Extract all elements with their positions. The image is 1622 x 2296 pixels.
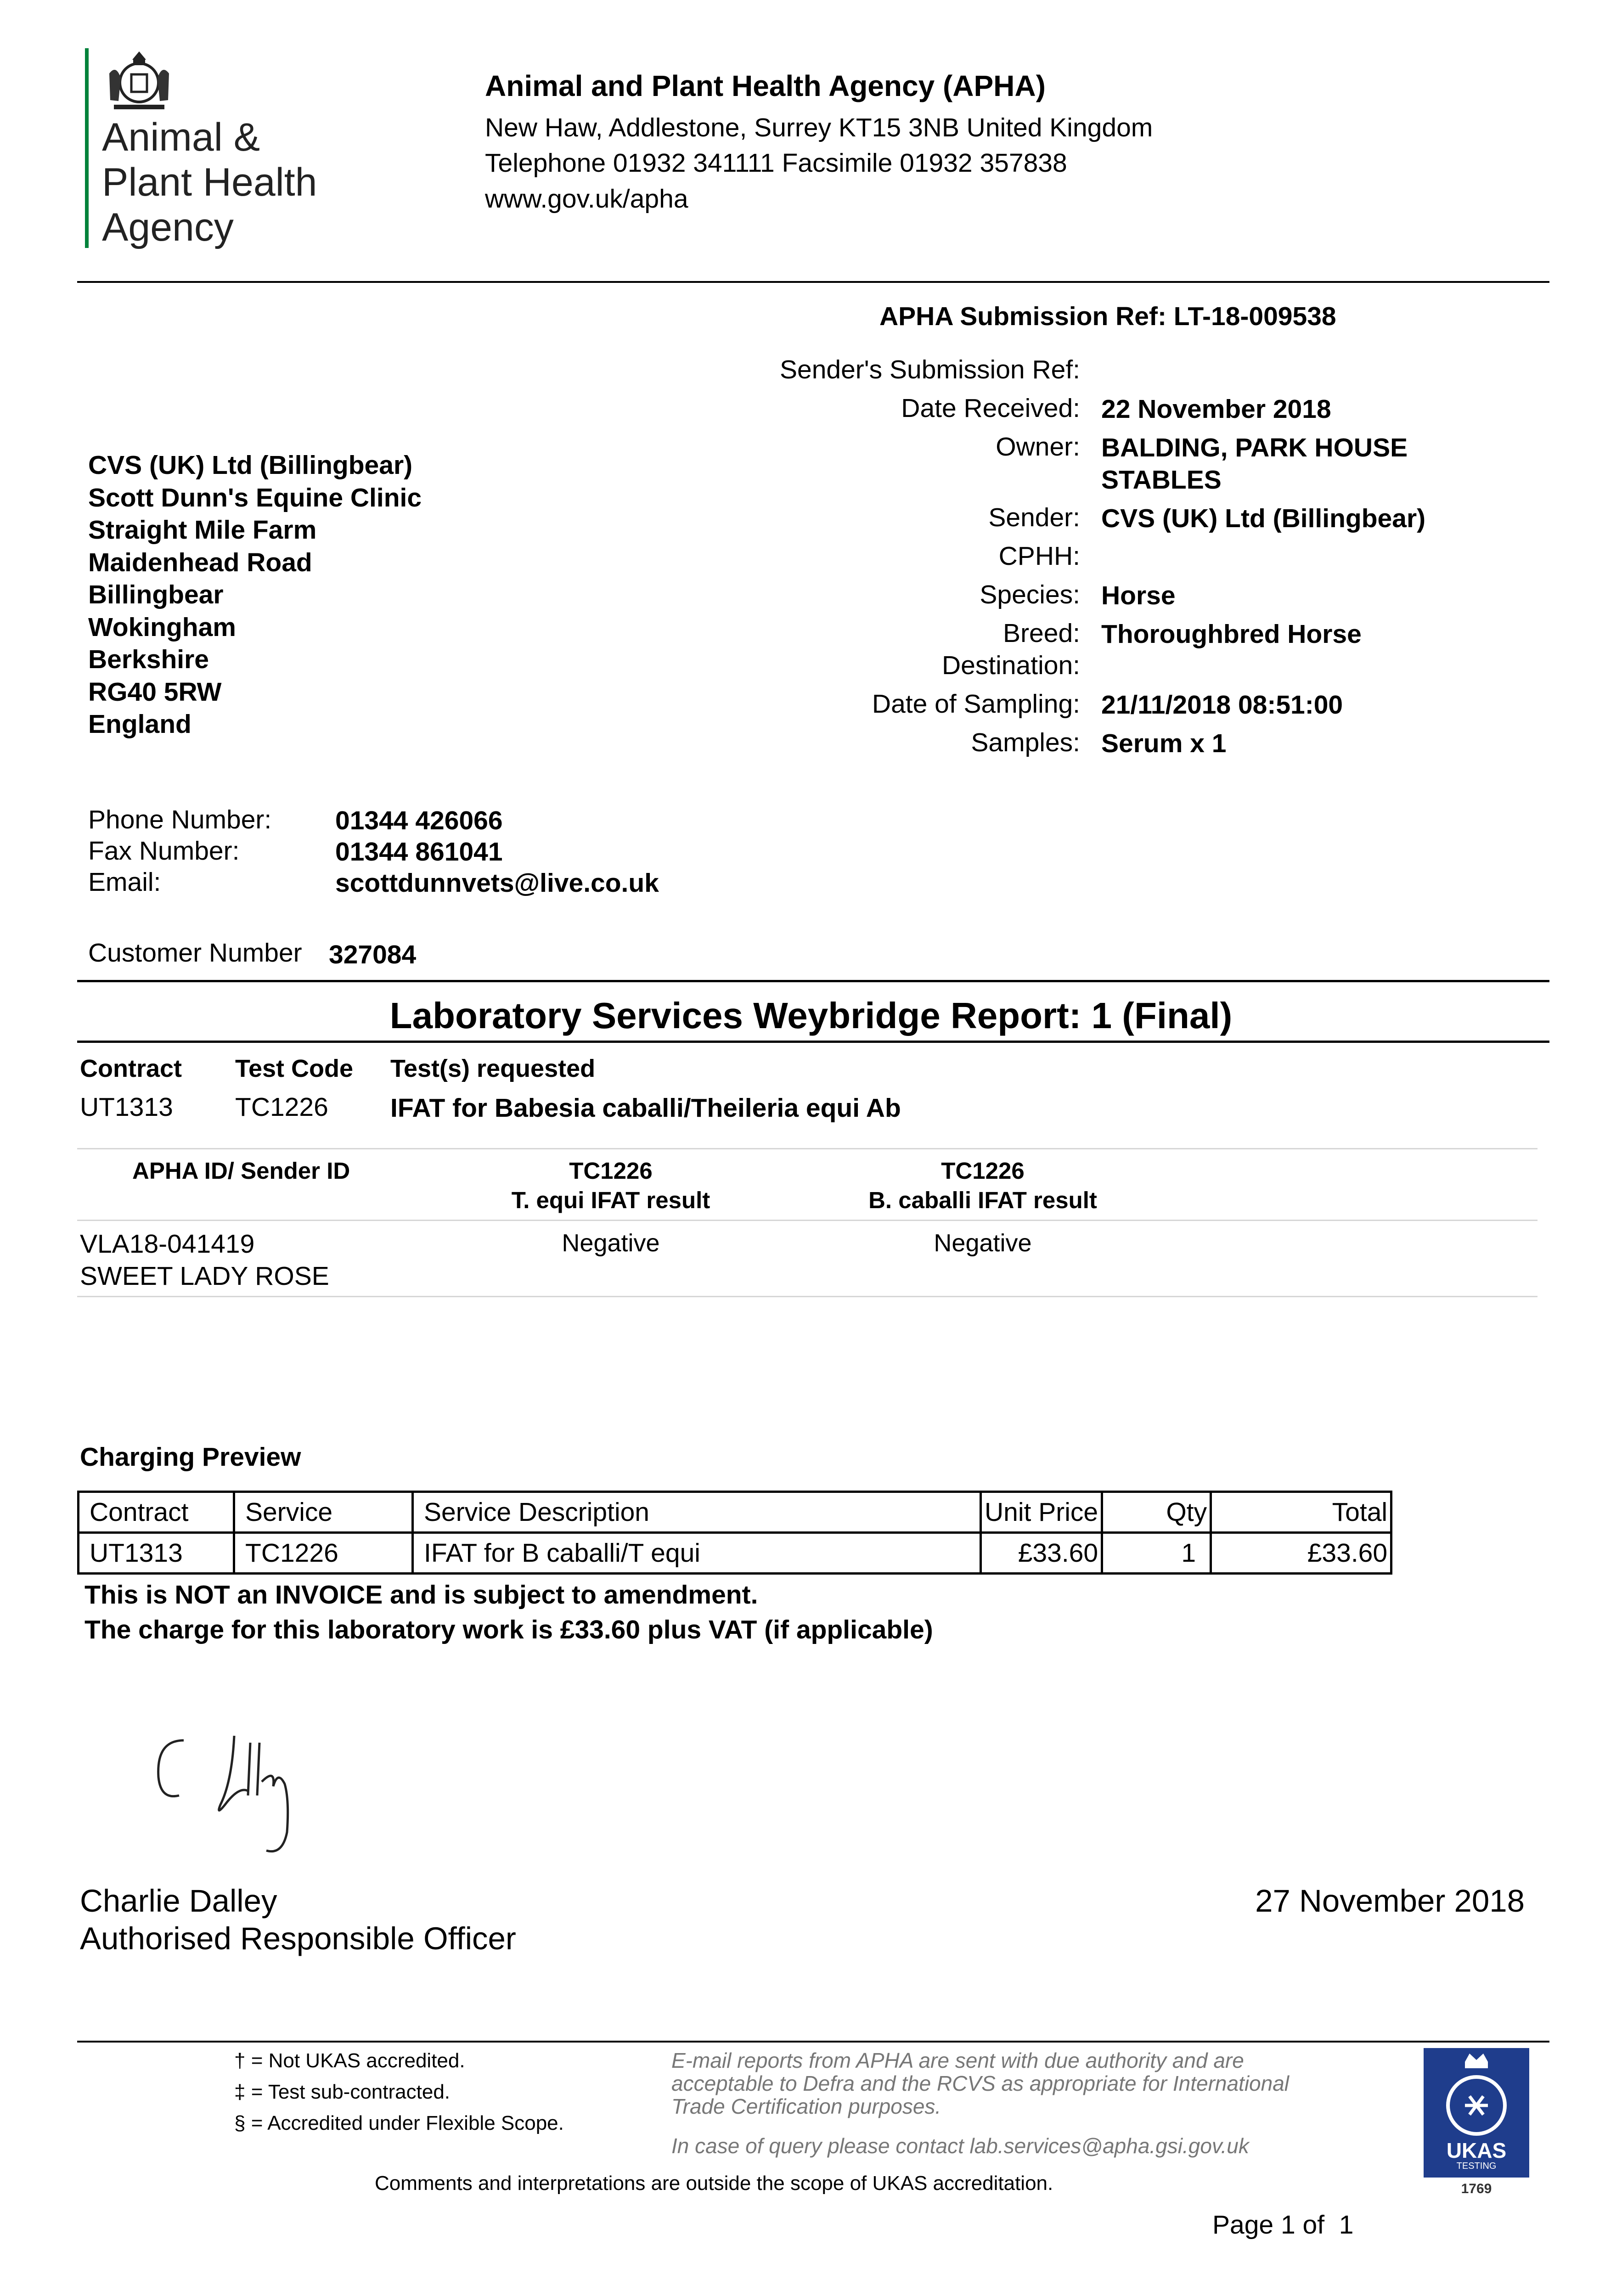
tests-header-contract: Contract	[80, 1055, 182, 1082]
results-header-divider	[77, 1220, 1538, 1221]
charging-contract: UT1313	[79, 1533, 234, 1574]
tests-divider	[77, 1148, 1538, 1149]
charging-service: TC1226	[234, 1533, 413, 1574]
detail-value-sender: CVS (UK) Ltd (Billingbear)	[1101, 504, 1426, 533]
customer-number-value: 327084	[329, 940, 417, 969]
customer-number-label: Customer Number	[88, 938, 302, 968]
address-line: Billingbear	[88, 580, 224, 609]
detail-label-sender: Sender:	[988, 503, 1080, 532]
charging-header-contract: Contract	[79, 1492, 234, 1533]
footer-legend	[234, 2045, 564, 2139]
results-header-code-2: TC1226	[941, 1158, 1025, 1184]
results-bottom-divider	[77, 1296, 1538, 1297]
results-apha-id: VLA18-041419	[80, 1229, 255, 1259]
tests-header-requested: Test(s) requested	[390, 1055, 596, 1082]
logo-text	[102, 115, 317, 250]
detail-label-date-sampling: Date of Sampling:	[872, 689, 1080, 719]
email-value: scottdunnvets@live.co.uk	[335, 868, 659, 898]
charging-header-unit-price: Unit Price	[981, 1492, 1102, 1533]
address-line: CVS (UK) Ltd (Billingbear)	[88, 450, 413, 480]
signature-date: 27 November 2018	[1255, 1883, 1525, 1919]
fax-value: 01344 861041	[335, 837, 503, 867]
charging-description: IFAT for B caballi/T equi	[413, 1533, 981, 1574]
detail-label-species: Species:	[980, 580, 1080, 609]
footer-comments: Comments and interpretations are outside the scope of UKAS accreditation.	[375, 2172, 1053, 2195]
footer-query: In case of query please contact lab.services@apha.gsi.gov.uk	[671, 2134, 1249, 2158]
report-title: Laboratory Services Weybridge Report: 1 (Final)	[389, 995, 1233, 1036]
tests-test-code: TC1226	[235, 1092, 328, 1122]
signer-name: Charlie Dalley	[80, 1883, 277, 1919]
footer-divider	[77, 2041, 1549, 2043]
charging-header-total: Total	[1211, 1492, 1391, 1533]
charging-header-description: Service Description	[413, 1492, 981, 1533]
charging-header-service: Service	[234, 1492, 413, 1533]
detail-value-owner: BALDING, PARK HOUSE	[1101, 433, 1408, 462]
detail-value-breed: Thoroughbred Horse	[1101, 619, 1362, 649]
detail-label-samples: Samples:	[971, 728, 1080, 757]
ukas-crown-icon	[1424, 2048, 1529, 2149]
org-name: Animal and Plant Health Agency (APHA)	[485, 69, 1046, 102]
email-note-line: Trade Certification purposes.	[671, 2094, 941, 2118]
submission-ref: APHA Submission Ref: LT-18-009538	[879, 302, 1336, 331]
fax-label: Fax Number:	[88, 836, 240, 866]
email-label: Email:	[88, 867, 161, 897]
results-t-equi-value: Negative	[562, 1229, 660, 1257]
address-line: Berkshire	[88, 645, 209, 674]
charging-title: Charging Preview	[80, 1442, 301, 1472]
ukas-number: 1769	[1461, 2181, 1492, 2196]
org-address: New Haw, Addlestone, Surrey KT15 3NB United Kingdom	[485, 113, 1153, 142]
results-sender-id: SWEET LADY ROSE	[80, 1261, 329, 1291]
crest-icon	[100, 46, 178, 117]
logo-line-2: Plant Health	[102, 160, 317, 204]
phone-label: Phone Number:	[88, 805, 272, 834]
detail-label-sender-ref: Sender's Submission Ref:	[779, 355, 1080, 384]
title-top-rule	[77, 980, 1549, 982]
logo-line-3: Agency	[102, 205, 234, 249]
results-header-b-caballi: B. caballi IFAT result	[868, 1187, 1097, 1213]
ukas-panel	[1424, 2048, 1529, 2178]
email-note-line: E-mail reports from APHA are sent with due authority and are	[671, 2048, 1244, 2072]
charging-header-row	[79, 1492, 1391, 1533]
charging-header-qty: Qty	[1102, 1492, 1211, 1533]
charge-note: The charge for this laboratory work is £33.60 plus VAT (if applicable)	[84, 1615, 933, 1644]
address-block	[88, 449, 422, 741]
detail-value-date-received: 22 November 2018	[1101, 394, 1331, 424]
signer-role: Authorised Responsible Officer	[80, 1921, 516, 1956]
detail-value-samples: Serum x 1	[1101, 729, 1227, 758]
legend-flexible-scope: § = Accredited under Flexible Scope.	[234, 2112, 564, 2134]
detail-label-owner: Owner:	[996, 432, 1080, 461]
tests-header-test-code: Test Code	[235, 1055, 354, 1082]
charging-table	[77, 1491, 1392, 1575]
tests-requested: IFAT for Babesia caballi/Theileria equi Ab	[390, 1093, 901, 1123]
detail-value-owner-2: STABLES	[1101, 465, 1222, 495]
detail-label-date-received: Date Received:	[901, 394, 1080, 423]
phone-value: 01344 426066	[335, 806, 503, 835]
ukas-text: UKAS	[1446, 2138, 1507, 2162]
page-number: Page 1 of 1	[1212, 2210, 1354, 2240]
results-header-code-1: TC1226	[569, 1158, 653, 1184]
logo-bar	[85, 48, 89, 248]
address-line: Maidenhead Road	[88, 547, 312, 577]
logo-line-1: Animal &	[102, 115, 260, 159]
address-line: Wokingham	[88, 612, 236, 642]
detail-value-species: Horse	[1101, 581, 1176, 610]
org-phone: Telephone 01932 341111 Facsimile 01932 357838	[485, 148, 1067, 178]
address-line: Scott Dunn's Equine Clinic	[88, 483, 422, 512]
address-line: Straight Mile Farm	[88, 515, 317, 545]
charging-unit-price: £33.60	[981, 1533, 1102, 1574]
footer-email-note	[671, 2049, 1289, 2118]
invoice-note: This is NOT an INVOICE and is subject to amendment.	[84, 1580, 758, 1609]
address-line: England	[88, 709, 191, 739]
detail-label-cphh: CPHH:	[998, 541, 1080, 571]
address-line: RG40 5RW	[88, 677, 222, 707]
signature-image	[152, 1727, 321, 1867]
email-note-line: acceptable to Defra and the RCVS as appropriate for International	[671, 2071, 1290, 2095]
charging-qty: 1	[1102, 1533, 1211, 1574]
results-header-t-equi: T. equi IFAT result	[511, 1187, 710, 1213]
org-web: www.gov.uk/apha	[485, 184, 688, 214]
detail-label-destination: Destination:	[941, 651, 1080, 680]
legend-sub-contracted: ‡ = Test sub-contracted.	[234, 2081, 451, 2103]
legend-not-accredited: † = Not UKAS accredited.	[234, 2049, 465, 2072]
charging-row	[79, 1533, 1391, 1574]
detail-value-date-sampling: 21/11/2018 08:51:00	[1101, 690, 1343, 720]
detail-label-breed: Breed:	[1003, 619, 1080, 648]
charging-total: £33.60	[1211, 1533, 1391, 1574]
ukas-badge	[1424, 2048, 1529, 2204]
results-b-caballi-value: Negative	[934, 1229, 1032, 1257]
header-divider	[77, 281, 1549, 283]
tests-contract: UT1313	[80, 1092, 173, 1122]
results-header-id: APHA ID/ Sender ID	[132, 1158, 350, 1184]
title-bottom-rule	[77, 1041, 1549, 1043]
ukas-sub: TESTING	[1456, 2161, 1497, 2171]
